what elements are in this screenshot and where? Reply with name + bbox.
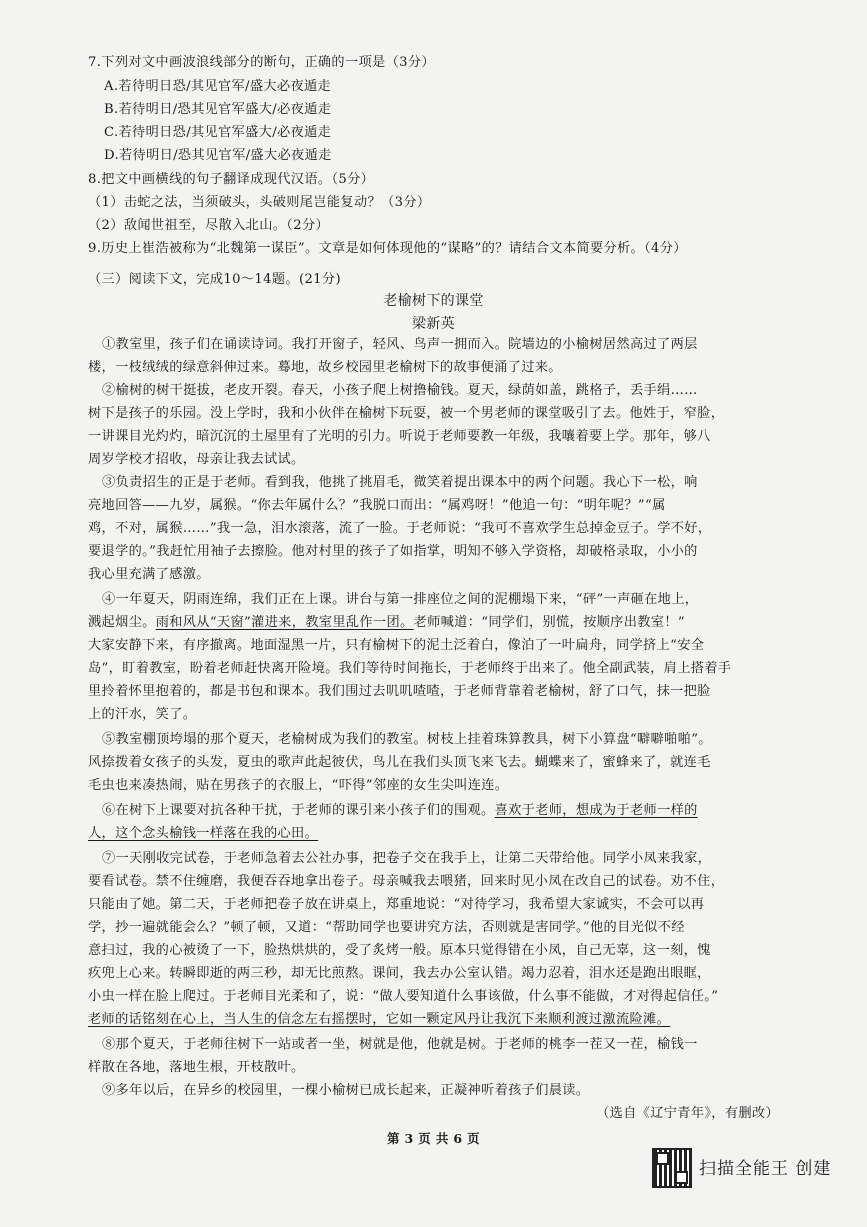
article-line: ①教室里，孩子们在诵读诗词。我打开窗子，轻风、鸟声一拥而入。院墙边的小榆树居然高过了两层 <box>102 337 698 352</box>
article-line: 鸡，不对，属猴……”我一急，泪水滚落，流了一脸。于老师说：“我可不喜欢学生总掉金豆子。学不好， <box>88 521 712 536</box>
article-line: ③负责招生的正是于老师。看到我，他挑了挑眉毛，微笑着提出课本中的两个问题。我心下一松，响 <box>102 475 698 490</box>
underlined-sentence: 老师的话铭刻在心上，当人生的信念左右摇摆时，它如一颗定风丹让我沉下来顺利渡过激流险滩。 <box>88 1012 671 1027</box>
article-line: 周岁学校才招收，母亲让我去试试。 <box>88 452 305 467</box>
article-line: 小虫一样在脸上爬过。于老师目光柔和了，说：“做人要知道什么事该做，什么事不能做，才对得起信任。” <box>88 989 719 1004</box>
article-line <box>88 613 685 633</box>
article-line: ⑧那个夏天，于老师往树下一站或者一坐，树就是他，他就是树。于老师的桃李一茬又一茬，榆钱一 <box>102 1037 698 1052</box>
article-line: 疚兜上心来。转瞬即逝的两三秒，却无比煎熬。课间，我去办公室认错。竭力忍着，泪水还是跑出眼眶， <box>88 966 711 981</box>
article-line: 风捺拨着女孩子的头发，夏虫的歌声此起彼伏，鸟儿在我们头顶飞来飞去。蝴蝶来了，蜜蜂来了，就连毛 <box>88 755 711 770</box>
article-line: 亮地回答——九岁，属猴。“你去年属什么？”我脱口而出：“属鸡呀！”他追一句：“明年呢？”“属 <box>88 498 666 513</box>
qr-code-icon <box>652 1148 692 1188</box>
question-7-option-b: B.若待明日/恐其见官军盛大/必夜遁走 <box>104 102 332 117</box>
scanner-watermark: 扫描全能王 创建 <box>699 1159 832 1179</box>
article-line: ⑤教室棚顶垮塌的那个夏天，老榆树成为我们的教室。树枝上挂着珠算教具，树下小算盘“噼噼啪啪”。 <box>102 732 712 747</box>
article-line: 楼，一枝绒绒的绿意斜伸过来。蓦地，故乡校园里老榆树下的故事便涌了过来。 <box>88 360 562 375</box>
article-source: （选自《辽宁青年》，有删改） <box>596 1106 779 1121</box>
article-line: 我心里充满了感激。 <box>88 567 210 582</box>
article-line: 要退学的。”我赶忙用袖子去擦脸。他对村里的孩子了如指掌，明知不够入学资格，却破格录取，小小的 <box>88 544 698 559</box>
question-8-item-1: （1）击蛇之法，当须破头，头破则尾岂能复动？（3分） <box>88 195 431 210</box>
article-text: 老师喊道：“同学们，别慌，按顺序出教室！” <box>413 615 685 630</box>
article-title: 老榆树下的课堂 <box>383 293 484 309</box>
section-3-heading: （三）阅读下文，完成10～14题。(21分) <box>88 272 341 287</box>
article-text: ⑥在树下上课要对抗各种干扰，于老师的课引来小孩子们的围观。 <box>102 803 495 818</box>
page-number: 第 3 页 共 6 页 <box>386 1131 480 1146</box>
article-line: 里拎着怀里抱着的，都是书包和课本。我们围过去叽叽喳喳，于老师背靠着老榆树，舒了口气，抹一把脸 <box>88 684 711 699</box>
question-7-stem: 7.下列对文中画波浪线部分的断句，正确的一项是（3分） <box>88 55 435 70</box>
article-line: 意扫过，我的心被烫了一下，脸热烘烘的，受了炙烤一般。原本只觉得错在小凤，自己无辜，这一刻，愧 <box>88 943 711 958</box>
underlined-sentence: 雨和风从“天窗”灌进来，教室里乱作一团。 <box>155 615 414 630</box>
underlined-sentence: 人，这个念头榆钱一样落在我的心田。 <box>88 826 319 841</box>
article-line: ④一年夏天，阴雨连绵，我们正在上课。讲台与第一排座位之间的泥棚塌下来，“砰”一声砸在地上， <box>102 592 699 607</box>
article-line: 要看试卷。禁不住缠磨，我便吞吞地拿出卷子。母亲喊我去喂猪，回来时见小凤在改自己的试卷。劝不住， <box>88 874 725 889</box>
article-line: 毛虫也来凑热闹，贴在男孩子的衣服上，“吓得”邻座的女生尖叫连连。 <box>88 778 509 793</box>
question-7-option-c: C.若待明日恐/其见官军盛大/必夜遁走 <box>104 125 332 140</box>
article-line: ②榆树的树干挺拔，老皮开裂。春天，小孩子爬上树撸榆钱。夏天，绿荫如盖，跳格子，丢手绢…… <box>102 383 698 398</box>
article-line: 一讲课目光灼灼，暗沉沉的土屋里有了光明的引力。听说于老师要教一年级，我嚷着要上学。那年，够八 <box>88 429 711 444</box>
article-author: 梁新英 <box>411 316 456 332</box>
article-line: ⑨多年以后，在异乡的校园里，一棵小榆树已成长起来，正凝神听着孩子们晨读。 <box>102 1083 590 1098</box>
article-text: 溅起烟尘。 <box>88 615 156 630</box>
article-line: 大家安静下来，有序撤离。地面湿黑一片，只有榆树下的泥土泛着白，像泊了一叶扁舟，同学挤上“安全 <box>88 638 705 653</box>
question-7-option-d: D.若待明日/恐其见官军/盛大必夜遁走 <box>104 148 332 163</box>
article-line: 树下是孩子的乐园。没上学时，我和小伙伴在榆树下玩耍，被一个男老师的课堂吸引了去。他姓于，窄脸， <box>88 406 725 421</box>
article-line: 学，抄一遍就能会么？”顿了顿，又道：“帮助同学也要讲究方法，否则就是害同学。”他的目光似不经 <box>88 920 685 935</box>
article-line <box>102 801 698 821</box>
question-8-item-2: （2）敌闻世祖至，尽散入北山。（2分） <box>88 218 330 233</box>
underlined-sentence: 喜欢于老师，想成为于老师一样的 <box>494 803 698 818</box>
article-line: 只能由了她。第二天，于老师把卷子放在讲桌上，郑重地说：“对待学习，我希望大家诚实，不会可以再 <box>88 897 705 912</box>
article-line: ⑦一天刚收完试卷，于老师急着去公社办事，把卷子交在我手上，让第二天带给他。同学小凤来我家， <box>102 851 712 866</box>
article-line: 上的汗水，笑了。 <box>88 707 197 722</box>
question-8-stem: 8.把文中画横线的句子翻译成现代汉语。（5分） <box>88 172 375 187</box>
article-line: 岛”，盯着教室，盼着老师赶快离开险境。我们等待时间拖长，于老师终于出来了。他全副武装，肩上搭着手 <box>88 661 732 676</box>
article-line: 样散在各地，落地生根，开枝散叶。 <box>88 1060 305 1075</box>
question-7-option-a: A.若待明日恐/其见官军/盛大必夜遁走 <box>104 79 332 94</box>
question-9-stem: 9.历史上崔浩被称为“北魏第一谋臣”。文章是如何体现他的“谋略”的？请结合文本简要分析。（4分） <box>88 241 687 256</box>
